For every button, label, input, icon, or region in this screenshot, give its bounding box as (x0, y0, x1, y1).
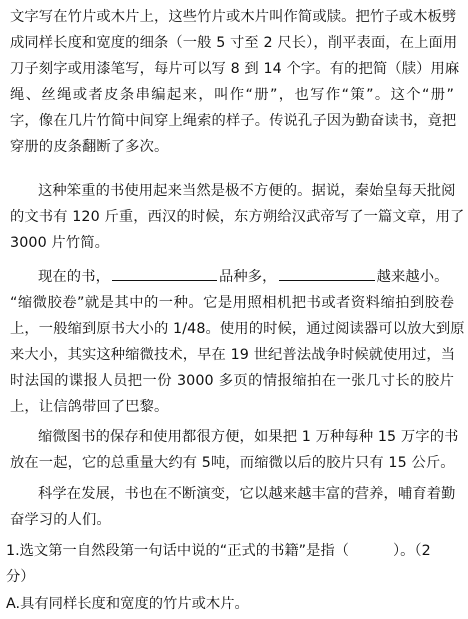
p1-line-6: 穿册的皮条翻断了多次。 (10, 139, 169, 155)
p4-line-2: 放在一起，它的总重量大约有 5吨，而缩微以后的胶片只有 15 公斤。 (10, 455, 455, 471)
p5-line-2: 奋学习的人们。 (10, 512, 111, 528)
p2-line-1: 这种笨重的书使用起来当然是极不方便的。据说，秦始皇每天批阅 (38, 183, 456, 199)
p3-line-1-mid: 品种多， (218, 269, 277, 285)
fill-blank-1[interactable] (112, 264, 217, 281)
question-1-line-1 (6, 538, 454, 564)
p3-line-1-end: 越来越小。 (376, 269, 449, 285)
p5-line-1: 科学在发展，书也在不断演变，它以越来越丰富的营养，哺育着勤 (38, 486, 456, 502)
p2-line-2: 的文书有 120 斤重，西汉的时候，东方朔给汉武帝写了一篇文章，用了 (10, 209, 465, 225)
p1-line-3: 刀子刻字或用漆笔写，每片可以写 8 到 14 个字。有的把简（牍）用麻 (10, 61, 460, 77)
p4-line-1: 缩微图书的保存和使用都很方便，如果把 1 万种每种 15 万字的书 (38, 429, 459, 445)
p2-line-3: 3000 片竹简。 (10, 235, 110, 251)
p1-line-4: 绳、丝绳或者皮条串编起来，叫作“册”，也写作“策”。这个“册” (10, 87, 454, 103)
p3-line-6: 上，让信鸽带回了巴黎。 (10, 399, 169, 415)
p3-line-2: “缩微胶卷”就是其中的一种。它是用照相机把书或者资料缩拍到胶卷 (10, 295, 454, 311)
question-1-stem: 1.选文第一自然段第一句话中说的“正式的书籍”是指（ (6, 543, 349, 559)
p3-line-1-start: 现在的书， (38, 269, 110, 285)
p1-line-2: 成同样长度和宽度的细条（一般 5 寸至 2 尺长），削平表面，在上面用 (10, 35, 458, 51)
p1-line-5: 字，像在几片竹简中间穿上绳索的样子。传说孔子因为勤奋读书，竟把 (10, 113, 457, 129)
p3-line-1 (38, 264, 454, 290)
question-1-line-2: 分） (6, 569, 35, 585)
p3-line-5: 时法国的谍报人员把一份 3000 多页的情报缩拍在一张几寸长的胶片 (10, 373, 454, 389)
p3-line-3: 上，一般缩到原书大小的 1/48。使用的时候，通过阅读器可以放大到原 (10, 321, 465, 337)
question-1-option-a[interactable]: A.具有同样长度和宽度的竹片或木片。 (6, 596, 249, 612)
question-1-score: ）。（2 (392, 543, 431, 559)
p3-line-4: 来大小，其实这种缩微技术，早在 19 世纪普法战争时候就使用过，当 (10, 347, 456, 363)
p1-line-1: 文字写在竹片或木片上，这些竹片或木片叫作简或牍。把竹子或木板劈 (10, 9, 457, 25)
fill-blank-2[interactable] (279, 264, 375, 281)
